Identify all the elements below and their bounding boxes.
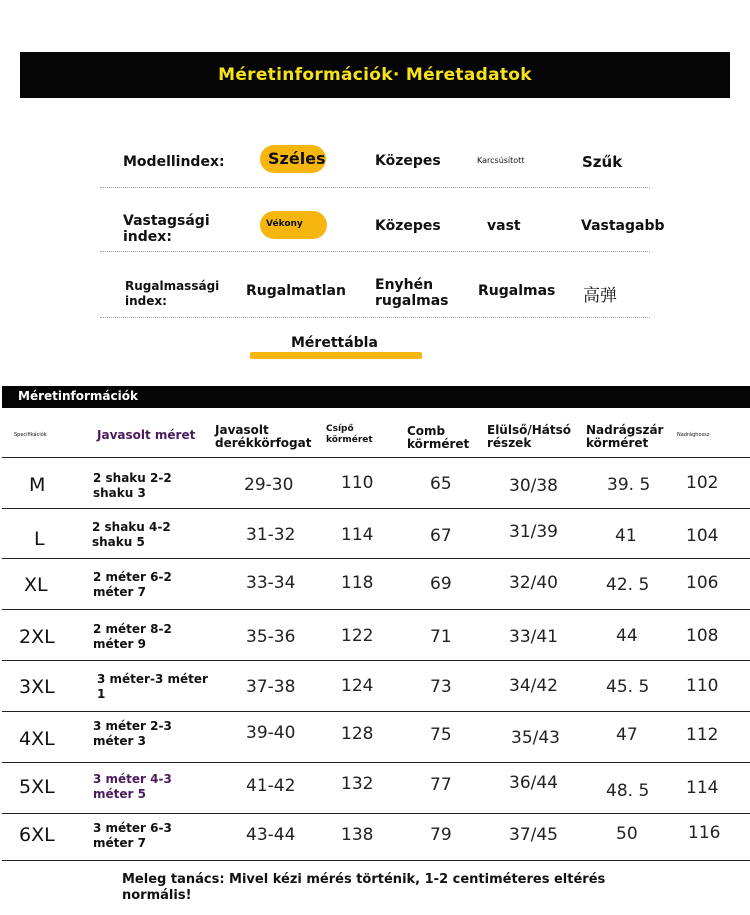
waist-cell: 29-30 [244,475,294,495]
thigh-cell: 79 [430,825,452,845]
thigh-cell: 73 [430,677,452,697]
thigh-cell: 67 [430,526,452,546]
recommended-cell: 3 méter 6-3 méter 7 [93,821,172,850]
recommended-cell: 2 méter 8-2 méter 9 [93,622,172,651]
thigh-cell: 65 [430,474,452,494]
table-title: Méretinformációk [18,389,138,403]
thickness-index-row [100,204,665,252]
hip-cell: 110 [341,473,374,493]
leg-opening-cell: 41 [615,526,637,546]
thigh-cell: 71 [430,627,452,647]
hip-cell: 122 [341,626,374,646]
column-header: Specifikációk [14,432,47,438]
index-option: Karcsúsított [477,156,525,165]
waist-cell: 33-34 [246,573,296,593]
waist-cell: 43-44 [246,825,296,845]
waist-cell: 37-38 [246,677,296,697]
index-option: Közepes [375,218,441,234]
table-row [2,814,750,860]
table-row [2,559,750,610]
leg-opening-cell: 45. 5 [606,677,650,697]
hip-cell: 138 [341,825,374,845]
title-banner [20,52,730,98]
waist-cell: 39-40 [246,723,296,743]
leg-opening-cell: 42. 5 [606,575,650,595]
table-row [2,661,750,712]
recommended-cell: 3 méter 2-3 méter 3 [93,719,172,748]
size-cell: 5XL [19,776,55,798]
rise-cell: 33/41 [509,627,558,647]
rise-cell: 37/45 [509,825,558,845]
table-row [2,712,750,763]
index-option: vast [487,218,521,234]
leg-opening-cell: 48. 5 [606,781,650,801]
leg-opening-cell: 50 [616,824,638,844]
size-chart-title: Mérettábla [291,335,378,351]
size-cell: L [34,528,45,550]
waist-cell: 31-32 [246,525,296,545]
length-cell: 114 [686,778,719,798]
length-cell: 102 [686,473,719,493]
table-row [2,610,750,661]
length-cell: 110 [686,676,719,696]
rise-cell: 34/42 [509,676,558,696]
waist-cell: 35-36 [246,627,296,647]
column-header: Elülső/Hátsó részek [487,423,571,450]
measurement-note: Meleg tanács: Mivel kézi mérés történik, 1-2 centiméteres eltérés normális! [122,872,606,903]
elasticity-index-row [100,270,650,318]
index-label: Rugalmassági index: [125,279,220,308]
length-cell: 106 [686,573,719,593]
column-header: Nadrágszár körméret [586,423,664,450]
table-row [2,458,750,509]
length-cell: 104 [686,526,719,546]
rise-cell: 36/44 [509,773,558,793]
size-cell: M [29,474,46,496]
size-chart-underline [250,352,422,359]
hip-cell: 128 [341,724,374,744]
index-option: Vastagabb [581,218,665,234]
index-option: Vékony [266,219,303,229]
length-cell: 112 [686,725,719,745]
leg-opening-cell: 39. 5 [607,475,651,495]
column-header: Comb körméret [407,424,470,451]
index-label: Modellindex: [123,154,225,170]
recommended-cell: 2 shaku 2-2 shaku 3 [93,471,172,500]
rise-cell: 31/39 [509,522,558,542]
waist-cell: 41-42 [246,776,296,796]
thigh-cell: 77 [430,775,452,795]
banner-title: Méretinformációk· Méretadatok [218,65,532,85]
index-option: 高弹 [583,286,617,306]
index-option: Enyhén rugalmas [375,277,449,309]
recommended-cell: 2 shaku 4-2 shaku 5 [92,520,171,549]
index-option: Közepes [375,153,441,169]
index-label: Vastagsági index: [123,213,210,245]
size-cell: 4XL [19,728,55,750]
size-cell: 3XL [19,676,55,698]
recommended-cell: 3 méter 4-3 méter 5 [93,772,172,801]
table-header-bar [2,386,750,408]
hip-cell: 114 [341,525,374,545]
size-cell: 6XL [19,824,55,846]
column-header: Javasolt méret [97,428,196,442]
index-option: Szűk [582,153,623,171]
thigh-cell: 69 [430,574,452,594]
model-index-row [100,140,650,188]
index-option: Széles [268,149,326,168]
leg-opening-cell: 44 [616,626,638,646]
index-option: Rugalmas [478,283,556,299]
hip-cell: 132 [341,774,374,794]
column-header: Csípő körméret [326,424,373,445]
leg-opening-cell: 47 [616,725,638,745]
row-divider [2,860,750,861]
recommended-cell: 3 méter-3 méter 1 [97,672,208,701]
size-cell: 2XL [19,626,55,648]
column-header: Nadrághossz [677,432,710,438]
recommended-cell: 2 méter 6-2 méter 7 [93,570,172,599]
length-cell: 108 [686,626,719,646]
rise-cell: 32/40 [509,573,558,593]
length-cell: 116 [688,823,721,843]
column-header: Javasolt derékkörfogat [215,423,312,450]
rise-cell: 35/43 [511,728,560,748]
table-row [2,763,750,814]
size-cell: XL [24,574,48,596]
hip-cell: 118 [341,573,374,593]
table-row [2,509,750,560]
index-option: Rugalmatlan [246,283,346,299]
thigh-cell: 75 [430,725,452,745]
hip-cell: 124 [341,676,374,696]
rise-cell: 30/38 [509,476,558,496]
